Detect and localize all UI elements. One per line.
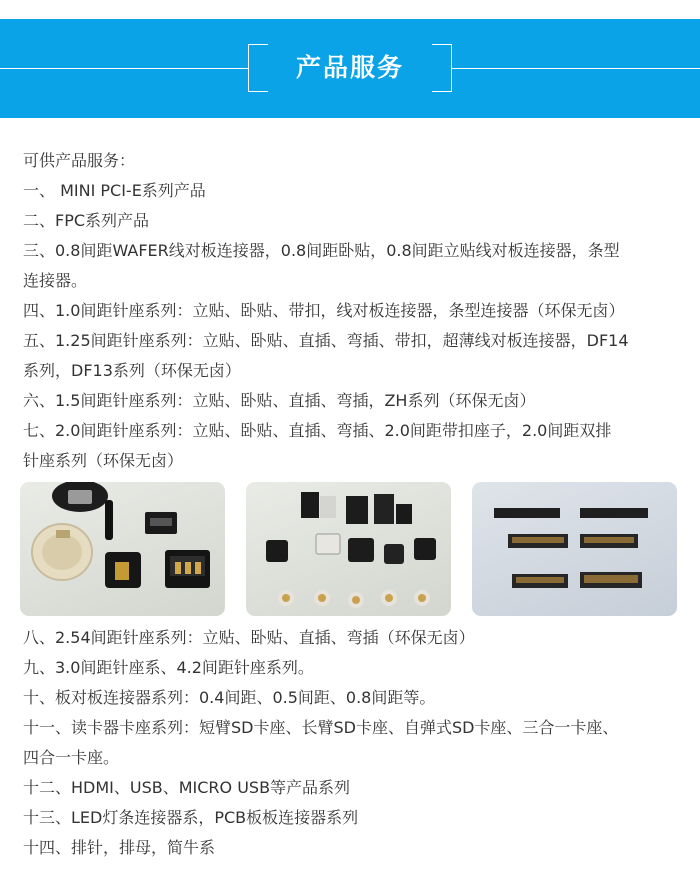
service-item-top-5: 五、1.25间距针座系列：立贴、卧贴、直插、弯插、带扣，超薄线对板连接器，DF14 — [23, 331, 629, 350]
header-line-left — [0, 68, 248, 69]
service-item-bottom-2: 九、3.0间距针座系、4.2间距针座系列。 — [23, 658, 314, 677]
service-item-top-3-cont: 连接器。 — [23, 271, 88, 290]
service-list-bottom — [23, 623, 683, 863]
service-item-top-7: 七、2.0间距针座系列：立贴、卧贴、直插、弯插、2.0间距带扣座子，2.0间距双排 — [23, 421, 612, 440]
service-item-bottom-4-cont: 四合一卡座。 — [23, 748, 120, 767]
product-photos — [20, 482, 680, 616]
service-item-top-3: 三、0.8间距WAFER线对板连接器，0.8间距卧贴，0.8间距立贴线对板连接器，条型 — [23, 241, 620, 260]
photo-battery-holders — [20, 482, 225, 616]
header-bracket-right — [432, 44, 452, 92]
service-item-top-7-cont: 针座系列（环保无卤） — [23, 451, 184, 470]
service-list-top — [23, 146, 683, 476]
service-item-bottom-5: 十二、HDMI、USB、MICRO USB等产品系列 — [23, 778, 351, 797]
service-item-top-5-cont: 系列，DF13系列（环保无卤） — [23, 361, 241, 380]
service-item-bottom-7: 十四、排针，排母，简牛系 — [23, 838, 216, 857]
header-line-right — [452, 68, 700, 69]
service-item-bottom-1: 八、2.54间距针座系列：立贴、卧贴、直插、弯插（环保无卤） — [23, 628, 475, 647]
service-item-bottom-4: 十一、读卡器卡座系列：短臂SD卡座、长臂SD卡座、自弹式SD卡座、三合一卡座、 — [23, 718, 619, 737]
intro-text: 可供产品服务： — [23, 151, 136, 170]
header-banner — [0, 19, 700, 118]
page-title: 产品服务 — [295, 53, 404, 82]
service-item-bottom-6: 十三、LED灯条连接器系，PCB板板连接器系列 — [23, 808, 359, 827]
service-item-top-2: 二、FPC系列产品 — [23, 211, 150, 230]
service-item-top-6: 六、1.5间距针座系列：立贴、卧贴、直插、弯插，ZH系列（环保无卤） — [23, 391, 536, 410]
service-item-top-1: 一、 MINI PCI-E系列产品 — [23, 181, 206, 200]
service-item-top-4: 四、1.0间距针座系列：立贴、卧贴、带扣，线对板连接器，条型连接器（环保无卤） — [23, 301, 625, 320]
header-bracket-left — [248, 44, 268, 92]
service-item-bottom-3: 十、板对板连接器系列：0.4间距、0.5间距、0.8间距等。 — [23, 688, 436, 707]
photo-board-to-board-connectors — [472, 482, 677, 616]
photo-tact-switches — [246, 482, 451, 616]
